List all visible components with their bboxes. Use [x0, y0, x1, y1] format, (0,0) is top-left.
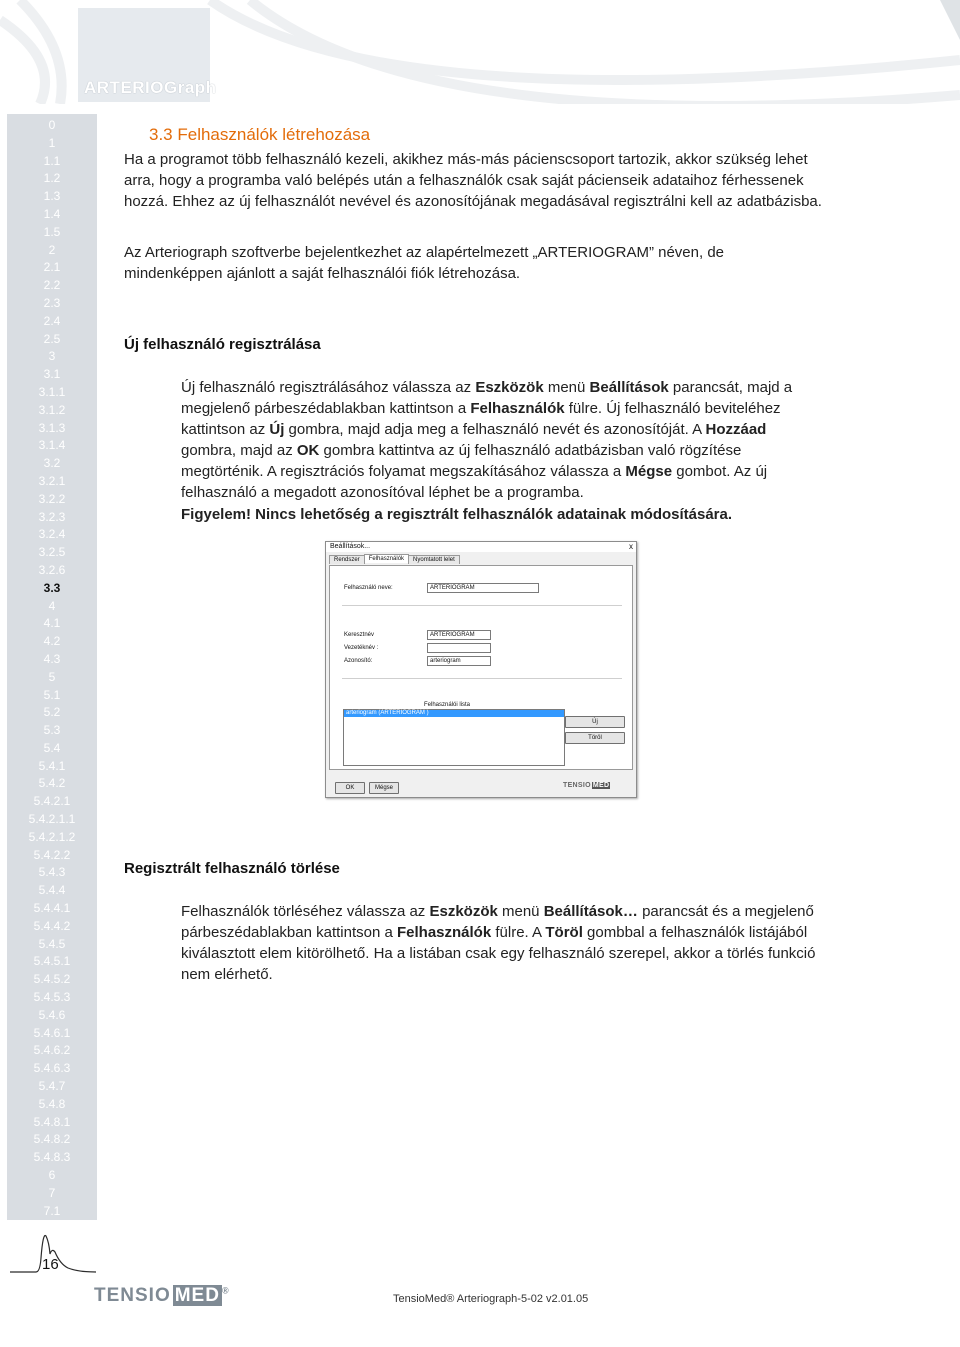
toc-item[interactable]: 5	[48, 669, 56, 684]
toc-item[interactable]: 5.3	[43, 723, 61, 738]
toc-item[interactable]: 5.4.7	[38, 1079, 66, 1094]
arteriograph-logo: ARTERIOGraph	[84, 78, 217, 97]
toc-item[interactable]: 5.1	[43, 687, 61, 702]
toc-item[interactable]: 5.4.5.2	[33, 972, 71, 987]
toc-item[interactable]: 1.4	[43, 206, 61, 221]
section-title: 3.3 Felhasználók létrehozása	[149, 125, 371, 144]
user-list[interactable]	[343, 709, 565, 766]
toc-item[interactable]: 2.1	[43, 260, 61, 275]
toc-item[interactable]: 3.2.3	[38, 509, 66, 524]
toc-item[interactable]: 2.2	[43, 278, 61, 293]
intro-paragraph: Ha a programot több felhasználó kezeli, akikhez más-más pácienscsoport tartozik, akkor szükség lehet arra, hogy a programba való belépés után a felhasználók csak saját pácienseik adataihoz férhessenek hozzá. Ehhez az új felhasználót nevével és azonosítójának megadásával regisztrálni kell az adatbázisba.	[124, 151, 822, 210]
toc-item[interactable]: 5.4.5	[38, 936, 66, 951]
dialog-tabs	[329, 555, 459, 564]
delete-user-paragraph: Felhasználók törléséhez válassza az Eszközök menü Beállítások… parancsát és a megjelenő párbeszédablakban kattintson a Felhasználók fülre. A Töröl gombbal a felhasználók listájából kiválasztott elem kitörölhető. Ha a listában csak egy felhasználó szerepel, akkor a törlés funkció nem elérhető.	[181, 903, 816, 983]
id-field[interactable]: arteriogram	[427, 656, 491, 666]
toc-item[interactable]: 1.5	[43, 224, 61, 239]
toc-item[interactable]: 5.4	[43, 740, 61, 755]
cancel-button[interactable]: Mégse	[369, 782, 399, 794]
tensiomed-dialog-logo: TENSIO MED	[563, 782, 610, 789]
toc-item[interactable]: 5.4.8.3	[33, 1150, 71, 1165]
toc-item[interactable]: 3.2.4	[38, 527, 66, 542]
close-icon[interactable]: x	[629, 542, 633, 551]
tab-system[interactable]: Rendszer	[329, 555, 365, 564]
users-panel	[329, 565, 633, 770]
dialog-title: Beállítások...	[326, 542, 636, 552]
toc-item[interactable]: 1.3	[43, 189, 61, 204]
user-name-label: Felhasználó neve:	[344, 585, 393, 591]
footer-text: TensioMed® Arteriograph-5-02 v2.01.05	[393, 1293, 589, 1305]
toc-item[interactable]: 5.4.2.1.1	[28, 812, 76, 827]
toc-item[interactable]: 5.4.2.1	[33, 794, 71, 809]
toc-item[interactable]: 5.4.8.2	[33, 1132, 71, 1147]
toc-item[interactable]: 1	[48, 135, 56, 150]
default-login-paragraph: Az Arteriograph szoftverbe bejelentkezhet az alapértelmezett „ARTERIOGRAM” néven, de mindenképpen ajánlott a saját felhasználói fiók létrehozása.	[124, 244, 725, 282]
user-list-item[interactable]: arteriogram (ARTERIOGRAM )	[344, 710, 564, 717]
toc-item[interactable]: 5.4.5.1	[33, 954, 71, 969]
settings-dialog	[325, 541, 637, 798]
toc-item[interactable]: 3.1.1	[38, 384, 66, 399]
toc-item[interactable]: 3.2	[43, 456, 61, 471]
toc-item[interactable]: 3.1.3	[38, 420, 66, 435]
firstname-field[interactable]: ARTERIOGRAM	[427, 630, 491, 640]
lastname-field[interactable]	[427, 643, 491, 653]
toc-item[interactable]: 7	[48, 1185, 56, 1200]
tab-print[interactable]: Nyomtatott lelet	[408, 555, 460, 564]
toc-item[interactable]: 3.2.6	[38, 562, 66, 577]
table-of-contents	[7, 118, 97, 1221]
toc-item[interactable]: 2.3	[43, 295, 61, 310]
toc-item[interactable]: 3.2.2	[38, 491, 66, 506]
divider	[342, 678, 622, 679]
toc-item[interactable]: 5.4.8	[38, 1096, 66, 1111]
toc-item[interactable]: 4.1	[43, 616, 61, 631]
toc-item[interactable]: 5.4.4.1	[33, 901, 71, 916]
toc-item[interactable]: 5.4.2.2	[33, 847, 71, 862]
ok-button[interactable]: OK	[335, 782, 365, 794]
toc-item[interactable]: 5.4.6.2	[33, 1043, 71, 1058]
toc-item[interactable]: 4.2	[43, 634, 61, 649]
user-list-label: Felhasználói lista	[424, 702, 471, 708]
toc-item[interactable]: 6	[48, 1168, 56, 1183]
toc-item[interactable]: 5.4.4	[38, 883, 66, 898]
new-user-paragraph: Új felhasználó regisztrálásához válassza az Eszközök menü Beállítások parancsát, majd a megjelenő párbeszédablakban kattintson a Felhasználók fülre. Új felhasználó beviteléhez kattintson az Új gombra, majd adja meg a felhasználó nevét és azonosítóját. A Hozzáad gombra, majd az OK gombra kattintva az új felhasználó adatbázisban való rögzítése megtörténik. A regisztrációs folyamat megszakításához válassza a Mégse gombot. Az új felhasználó a megadott azonosítóval léphet be a programba.	[181, 379, 793, 501]
toc-item[interactable]: 3.3	[43, 580, 61, 595]
toc-item[interactable]: 4.3	[43, 651, 61, 666]
toc-item[interactable]: 4	[48, 598, 56, 613]
toc-item[interactable]: 3.1	[43, 367, 61, 382]
toc-item[interactable]: 5.2	[43, 705, 61, 720]
delete-user-button[interactable]: Töröl	[565, 732, 625, 744]
warning-text: Figyelem! Nincs lehetőség a regisztrált felhasználók adatainak módosítására.	[181, 506, 733, 523]
delete-user-heading: Regisztrált felhasználó törlése	[124, 860, 340, 877]
toc-item[interactable]: 5.4.8.1	[33, 1114, 71, 1129]
toc-item[interactable]: 3	[48, 349, 56, 364]
page-number: 16	[42, 1256, 59, 1273]
toc-item[interactable]: 3.1.4	[38, 438, 66, 453]
new-user-button[interactable]: Új	[565, 716, 625, 728]
toc-item[interactable]: 2	[48, 242, 56, 257]
divider	[342, 605, 622, 606]
toc-item[interactable]: 3.2.5	[38, 545, 66, 560]
toc-item[interactable]: 5.4.3	[38, 865, 66, 880]
id-label: Azonosító:	[344, 658, 373, 664]
toc-item[interactable]: 3.1.2	[38, 402, 66, 417]
toc-item[interactable]: 2.5	[43, 331, 61, 346]
toc-item[interactable]: 5.4.2.1.2	[28, 829, 76, 844]
toc-item[interactable]: 5.4.4.2	[33, 918, 71, 933]
toc-item[interactable]: 5.4.2	[38, 776, 66, 791]
toc-item[interactable]: 3.2.1	[38, 473, 66, 488]
toc-item[interactable]: 5.4.1	[38, 758, 66, 773]
toc-item[interactable]: 5.4.6.1	[33, 1025, 71, 1040]
tensiomed-footer-logo: TENSIO MED ®	[94, 1285, 230, 1306]
toc-item[interactable]: 7.1	[43, 1203, 61, 1218]
new-user-heading: Új felhasználó regisztrálása	[124, 336, 321, 353]
user-name-field[interactable]: ARTERIOGRAM	[427, 583, 539, 593]
toc-item[interactable]: 5.4.5.3	[33, 990, 71, 1005]
toc-item[interactable]: 5.4.6	[38, 1007, 66, 1022]
toc-item[interactable]: 0	[48, 118, 56, 132]
lastname-label: Vezetéknév :	[344, 645, 379, 651]
tab-users[interactable]: Felhasználók	[364, 554, 409, 563]
toc-item[interactable]: 5.4.6.3	[33, 1061, 71, 1076]
firstname-label: Keresztnév	[344, 632, 375, 638]
toc-item[interactable]: 2.4	[43, 313, 61, 328]
toc-item[interactable]: 1.1	[43, 153, 61, 168]
toc-item[interactable]: 1.2	[43, 171, 61, 186]
